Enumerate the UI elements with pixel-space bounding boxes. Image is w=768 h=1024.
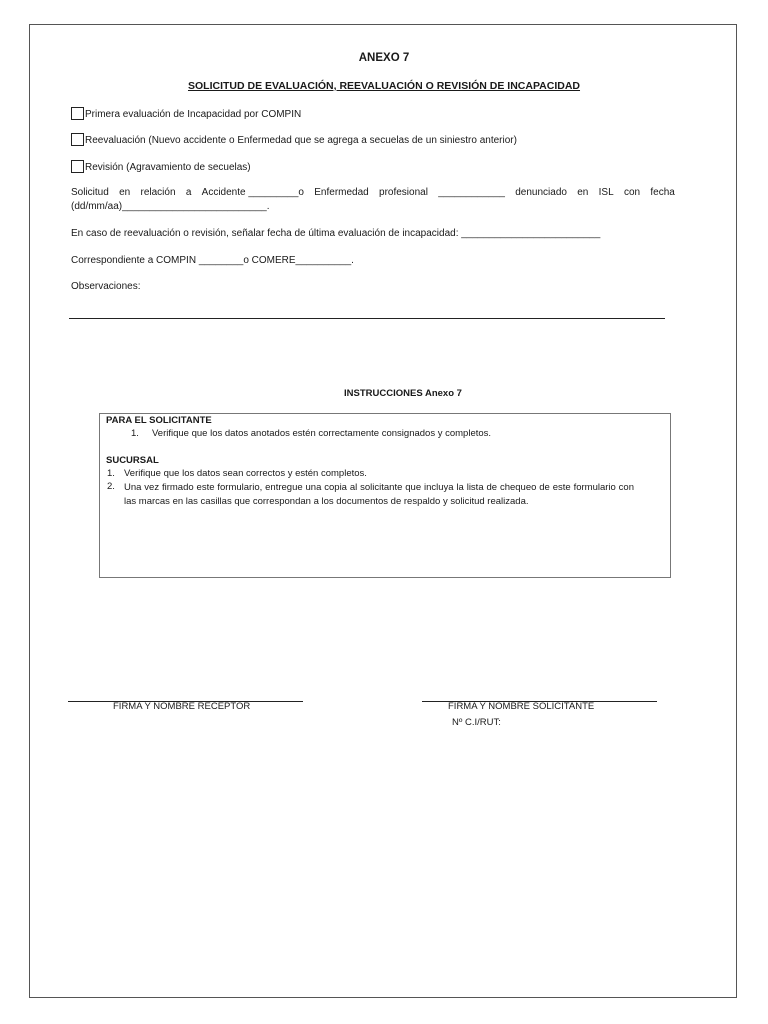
applicant-item-text: Verifique que los datos anotados estén correctamente consignados y completos. [152,428,492,439]
applicant-item-number: 1. [131,428,139,439]
checkbox-reevaluation[interactable] [71,133,84,146]
applicant-id-label: Nº C.I/RUT: [452,717,501,728]
request-word: en [119,187,131,198]
compin-comere-line[interactable]: Correspondiente a COMPIN ________o COMERE__________. [71,255,354,266]
request-line-1 [71,187,675,198]
observations-line[interactable] [69,318,665,319]
request-word: en [577,187,589,198]
request-word: profesional [379,187,428,198]
branch-item-1-number: 1. [107,468,115,479]
request-word: relación [140,187,176,198]
applicant-heading: PARA EL SOLICITANTE [106,415,212,426]
option-first-evaluation[interactable] [71,107,301,120]
request-word: Solicitud [71,187,109,198]
instructions-title: INSTRUCCIONES Anexo 7 [344,388,462,399]
option-reevaluation-label: Reevaluación (Nuevo accidente o Enfermedad que se agrega a secuelas de un siniestro anterior) [85,135,517,146]
request-word: ISL [598,187,614,198]
option-reevaluation[interactable] [71,133,517,146]
branch-item-1-text: Verifique que los datos sean correctos y estén completos. [124,468,367,479]
option-revision-label: Revisión (Agravamiento de secuelas) [85,162,251,173]
document-subtitle: SOLICITUD DE EVALUACIÓN, REEVALUACIÓN O REVISIÓN DE INCAPACIDAD [187,80,581,92]
branch-item-2-text: Una vez firmado este formulario, entregue una copia al solicitante que incluya la lista de chequeo de este formulario con las marcas en las casillas que correspondan a los documentos de respaldo y solicitud realizada. [124,482,634,507]
receiver-signature-label: FIRMA Y NOMBRE RECEPTOR [113,701,251,712]
observations-label: Observaciones: [71,281,141,292]
branch-heading: SUCURSAL [106,455,159,466]
last-evaluation-date-line[interactable]: En caso de reevaluación o revisión, señalar fecha de última evaluación de incapacidad: _________________________ [71,228,601,239]
option-first-evaluation-label: Primera evaluación de Incapacidad por COMPIN [85,109,302,120]
accident-field[interactable]: Accidente _________o [201,187,304,198]
checkbox-revision[interactable] [71,160,84,173]
request-word: con [623,187,641,198]
checkbox-first-evaluation[interactable] [71,107,84,120]
request-word: a [185,187,192,198]
request-word: Enfermedad [314,187,369,198]
applicant-signature-label: FIRMA Y NOMBRE SOLICITANTE [448,701,595,712]
request-word: denunciado [515,187,567,198]
occupational-disease-field[interactable]: ____________ [438,187,505,198]
request-word: fecha [650,187,675,198]
document-title: ANEXO 7 [358,52,410,64]
request-date-field[interactable]: (dd/mm/aa)__________________________. [71,201,270,212]
option-revision[interactable] [71,160,251,173]
branch-item-2-number: 2. [107,481,115,492]
